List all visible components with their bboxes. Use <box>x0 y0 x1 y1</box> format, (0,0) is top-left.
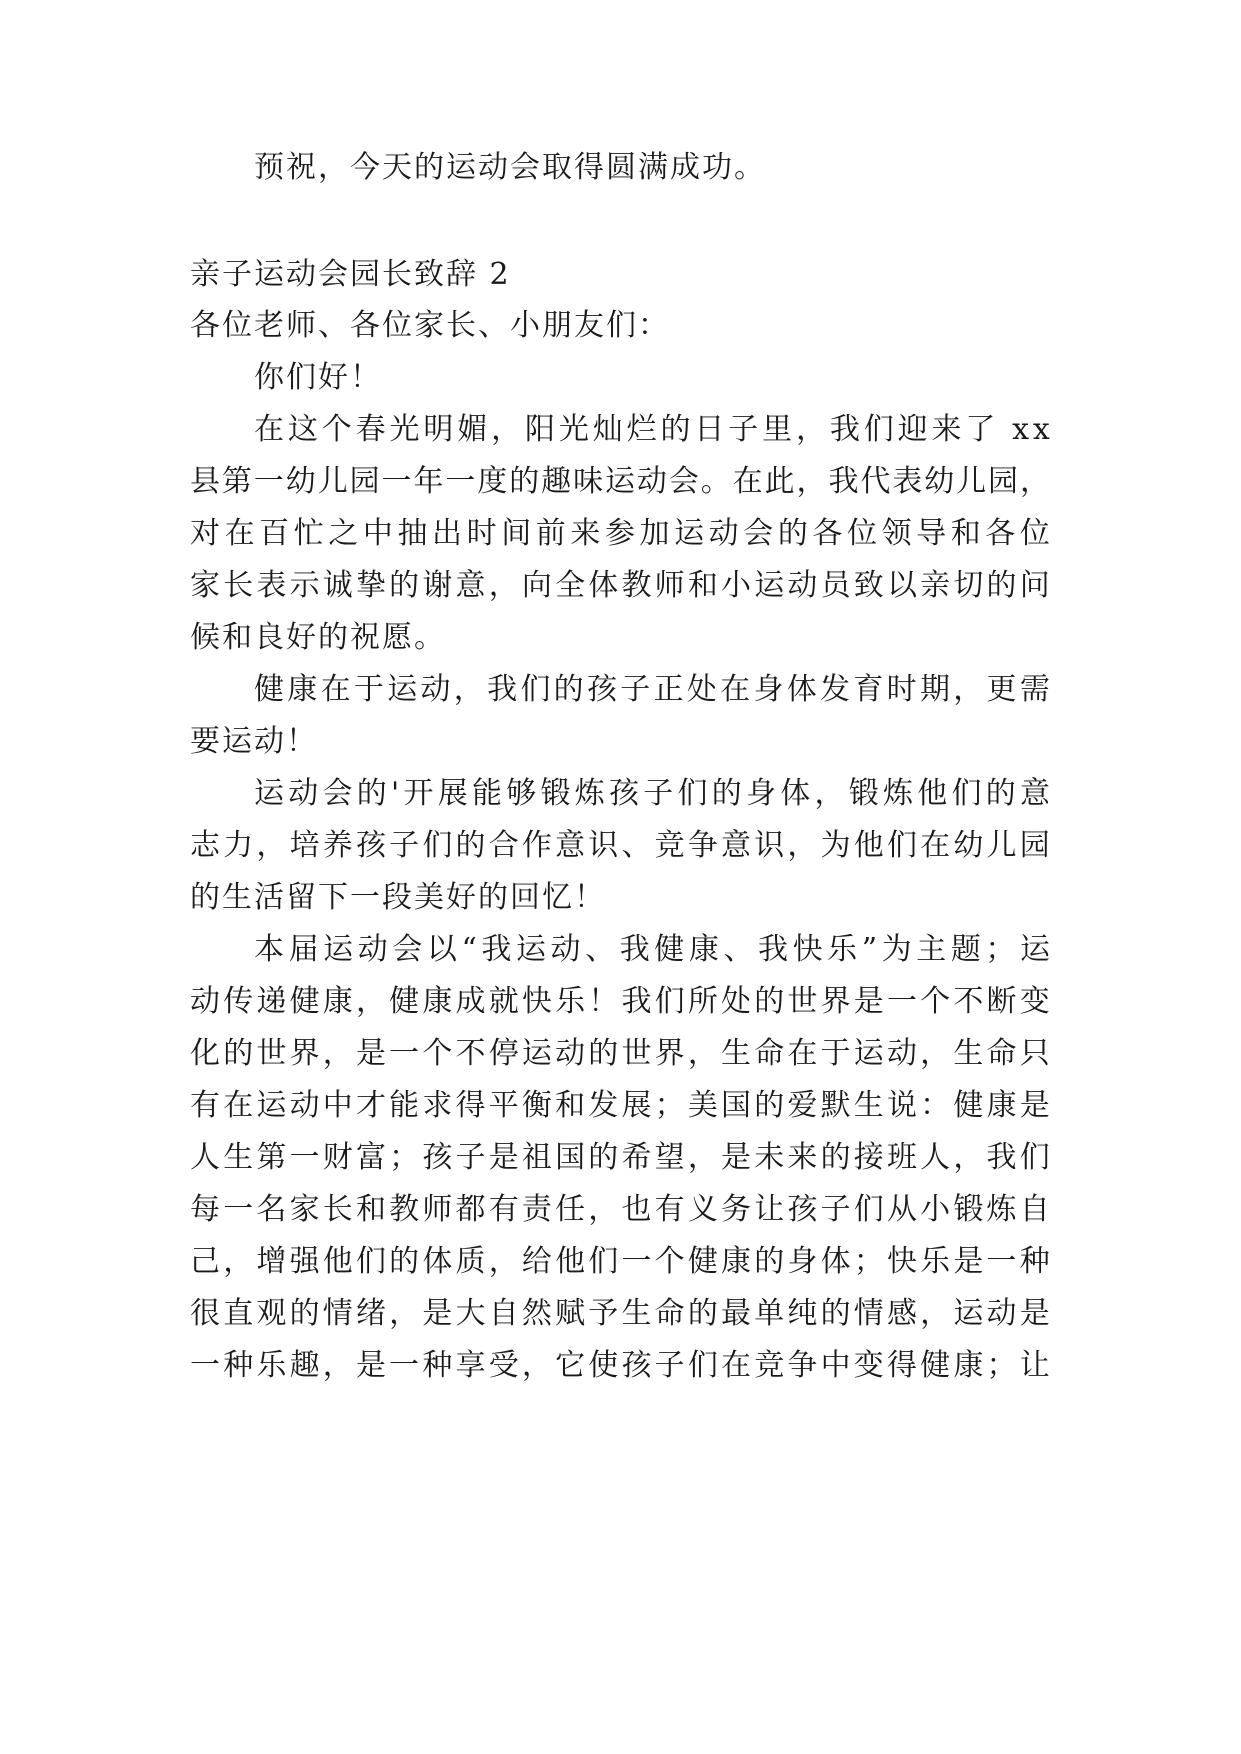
paragraph-1-line-2: 县 第 一 幼 儿 园 一 年 一 度 的 趣 味 运 动 会 。 在 此 ， 我 代 表 幼 儿 园 ， <box>190 464 1050 499</box>
paragraph-1-line-1: 在 这 个 春 光 明 媚 ， 阳 光 灿 烂 的 日 子 里 ， 我 们 迎 来 了 x x <box>254 412 1050 447</box>
paragraph-4-line-8: 很 直 观 的 情 绪 ， 是 大 自 然 赋 予 生 命 的 最 单 纯 的 情 感 ， 运 动 是 <box>190 1296 1050 1331</box>
paragraph-4-line-1: 本 届 运 动 会 以 “ 我 运 动 、 我 健 康 、 我 快 乐 ” 为 主 题 ； 运 <box>254 932 1050 967</box>
paragraph-4-line-9: 一 种 乐 趣 ， 是 一 种 享 受 ， 它 使 孩 子 们 在 竞 争 中 变 得 健 康 ； 让 <box>190 1348 1050 1383</box>
paragraph-1-line-3: 对 在 百 忙 之 中 抽 出 时 间 前 来 参 加 运 动 会 的 各 位 领 导 和 各 位 <box>190 516 1050 551</box>
paragraph-1-line-4: 家 长 表 示 诚 挚 的 谢 意 ， 向 全 体 教 师 和 小 运 动 员 致 以 亲 切 的 问 <box>190 568 1050 603</box>
closing-line: 预祝，今天的运动会取得圆满成功。 <box>254 150 766 185</box>
paragraph-2-line-1: 健 康 在 于 运 动 ， 我 们 的 孩 子 正 处 在 身 体 发 育 时 期 ， 更 需 <box>254 672 1050 707</box>
greeting: 你们好！ <box>254 360 382 395</box>
section-title: 亲子运动会园长致辞 2 <box>190 257 511 292</box>
paragraph-3-line-3: 的生活留下一段美好的回忆！ <box>190 880 606 915</box>
salutation: 各位老师、各位家长、小朋友们： <box>190 308 670 343</box>
paragraph-4-line-7: 己 ， 增 强 他 们 的 体 质 ， 给 他 们 一 个 健 康 的 身 体 ； 快 乐 是 一 种 <box>190 1244 1050 1279</box>
paragraph-1-line-5: 候和良好的祝愿。 <box>190 620 446 655</box>
paragraph-3-line-1: 运 动 会 的 ' 开 展 能 够 锻 炼 孩 子 们 的 身 体 ， 锻 炼 他 们 的 意 <box>254 776 1050 811</box>
paragraph-4-line-6: 每 一 名 家 长 和 教 师 都 有 责 任 ， 也 有 义 务 让 孩 子 们 从 小 锻 炼 自 <box>190 1192 1050 1227</box>
paragraph-2-line-2: 要运动！ <box>190 724 318 759</box>
paragraph-4-line-4: 有 在 运 动 中 才 能 求 得 平 衡 和 发 展 ； 美 国 的 爱 默 生 说 ： 健 康 是 <box>190 1088 1050 1123</box>
paragraph-3-line-2: 志 力 ， 培 养 孩 子 们 的 合 作 意 识 、 竞 争 意 识 ， 为 他 们 在 幼 儿 园 <box>190 828 1050 863</box>
paragraph-4-line-5: 人 生 第 一 财 富 ； 孩 子 是 祖 国 的 希 望 ， 是 未 来 的 接 班 人 ， 我 们 <box>190 1140 1050 1175</box>
paragraph-4-line-2: 动 传 递 健 康 ， 健 康 成 就 快 乐 ！ 我 们 所 处 的 世 界 是 一 个 不 断 变 <box>190 984 1050 1019</box>
paragraph-4-line-3: 化 的 世 界 ， 是 一 个 不 停 运 动 的 世 界 ， 生 命 在 于 运 动 ， 生 命 只 <box>190 1036 1050 1071</box>
